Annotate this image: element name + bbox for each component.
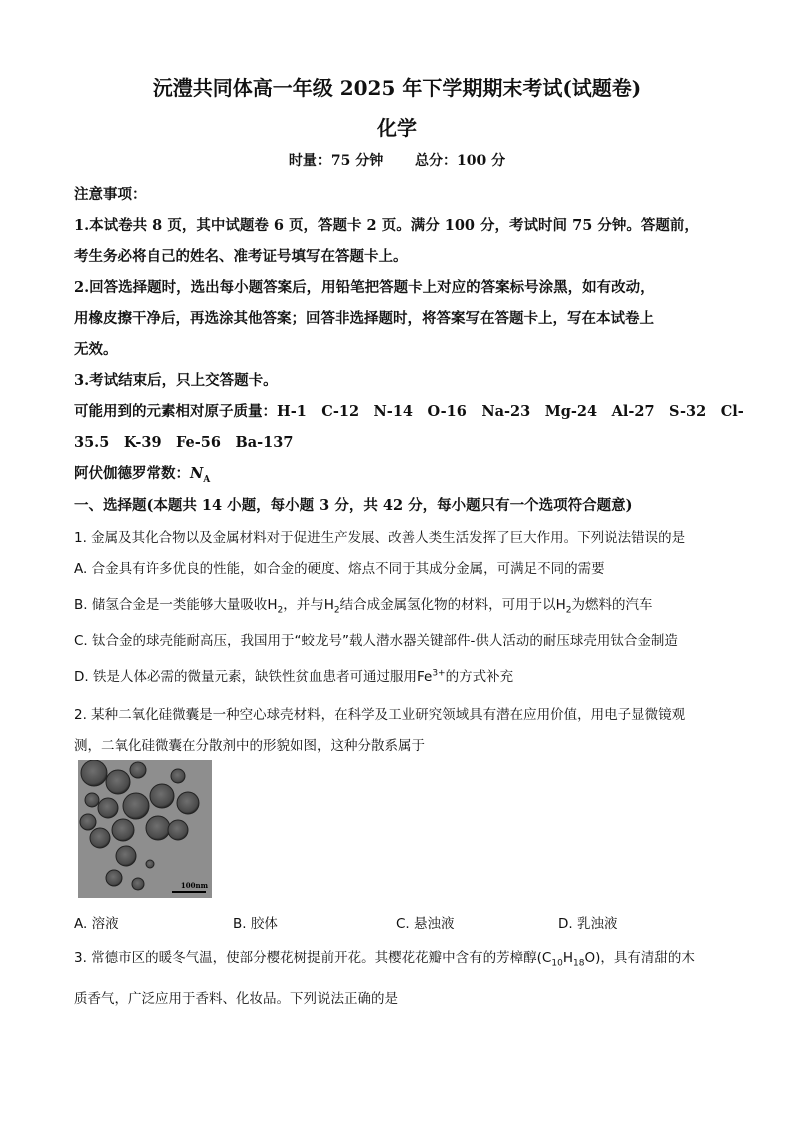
q2-option-b: B. 胶体 xyxy=(233,916,278,932)
notes-item2-line2: 用橡皮擦干净后，再选涂其他答案；回答非选择题时，将答案写在答题卡上，写在本试卷上 xyxy=(74,310,654,327)
q3-stem-line2: 质香气，广泛应用于香料、化妆品。下列说法正确的是 xyxy=(74,991,398,1007)
avogadro-sub: A xyxy=(203,474,211,485)
q1-b-text3: 结合成金属氢化物的材料，可用于以H xyxy=(339,597,566,613)
notes-heading: 注意事项： xyxy=(74,186,147,203)
q1-option-d xyxy=(74,665,734,685)
atomic-masses-line2: 35.5 K-39 Fe-56 Ba-137 xyxy=(74,434,294,451)
q2-option-a: A. 溶液 xyxy=(74,916,119,932)
q1-b-text4: 为燃料的汽车 xyxy=(571,597,653,613)
q1-d-sup: 3+ xyxy=(432,668,446,679)
q1-b-sub3: 2 xyxy=(565,605,572,616)
microscope-image xyxy=(78,760,212,898)
exam-title: 沅澧共同体高一年级 2025 年下学期期末考试(试题卷) xyxy=(152,76,642,100)
scale-label: 100nm xyxy=(180,881,208,890)
q1-b-text2: ，并与H xyxy=(283,597,334,613)
q3-sub2: 18 xyxy=(572,958,585,969)
notes-item2-line1: 2.回答选择题时，选出每小题答案后，用铅笔把答题卡上对应的答案标号涂黑，如有改动， xyxy=(74,279,655,296)
avogadro-prefix: 阿伏伽德罗常数： xyxy=(74,465,190,482)
q3-text3: O)，具有清甜的木 xyxy=(584,950,695,966)
q1-option-b xyxy=(74,593,734,616)
notes-item2-line3: 无效。 xyxy=(74,341,118,358)
q1-d-text1: D. 铁是人体必需的微量元素，缺铁性贫血患者可通过服用Fe xyxy=(74,669,433,685)
q2-option-d: D. 乳浊液 xyxy=(558,916,618,932)
time-label: 时量：75 分钟 xyxy=(288,153,384,169)
q2-stem-line2: 测，二氧化硅微囊在分散剂中的形貌如图，这种分散系属于 xyxy=(74,738,425,754)
scale-bar xyxy=(172,891,206,893)
avogadro-symbol: N xyxy=(190,465,204,482)
q3-text2: H xyxy=(562,950,573,966)
q1-b-sub2: 2 xyxy=(333,605,340,616)
q3-sub1: 10 xyxy=(551,958,563,969)
q3-text1: 3. 常德市区的暖冬气温，使部分樱花树提前开花。其樱花花瓣中含有的芳樟醇(C xyxy=(74,950,552,966)
q2-stem-line1: 2. 某种二氧化硅微囊是一种空心球壳材料，在科学及工业研究领域具有潜在应用价值，用电子显微镜观 xyxy=(74,707,686,723)
avogadro-line xyxy=(74,462,734,485)
silica-microcapsule-image xyxy=(78,760,212,898)
q2-options xyxy=(74,912,734,932)
subject-title: 化学 xyxy=(377,116,417,140)
q1-d-text2: 的方式补充 xyxy=(445,669,514,685)
exam-meta xyxy=(0,150,794,170)
notes-item3: 3.考试结束后，只上交答题卡。 xyxy=(74,372,278,389)
q1-b-text1: B. 储氢合金是一类能够大量吸收H xyxy=(74,597,278,613)
section1-heading: 一、选择题(本题共 14 小题，每小题 3 分，共 42 分，每小题只有一个选项符合题意) xyxy=(74,497,633,514)
q1-option-a: A. 合金具有许多优良的性能，如合金的硬度、熔点不同于其成分金属，可满足不同的需要 xyxy=(74,561,605,577)
q1-stem: 1. 金属及其化合物以及金属材料对于促进生产发展、改善人类生活发挥了巨大作用。下列说法错误的是 xyxy=(74,530,686,546)
q1-option-c: C. 钛合金的球壳能耐高压，我国用于“蛟龙号”载人潜水器关键部件-供人活动的耐压球壳用钛合金制造 xyxy=(74,633,678,649)
q3-stem-line1 xyxy=(74,946,734,969)
notes-item1-line1: 1.本试卷共 8 页，其中试题卷 6 页，答题卡 2 页。满分 100 分，考试时间 75 分钟。答题前， xyxy=(74,217,699,234)
q1-b-sub1: 2 xyxy=(277,605,284,616)
atomic-masses-line1: 可能用到的元素相对原子质量：H-1 C-12 N-14 O-16 Na-23 Mg-24 Al-27 S-32 Cl- xyxy=(74,403,744,420)
notes-item1-line2: 考生务必将自己的姓名、准考证号填写在答题卡上。 xyxy=(74,248,408,265)
score-label: 总分：100 分 xyxy=(415,153,506,169)
q2-option-c: C. 悬浊液 xyxy=(396,916,455,932)
